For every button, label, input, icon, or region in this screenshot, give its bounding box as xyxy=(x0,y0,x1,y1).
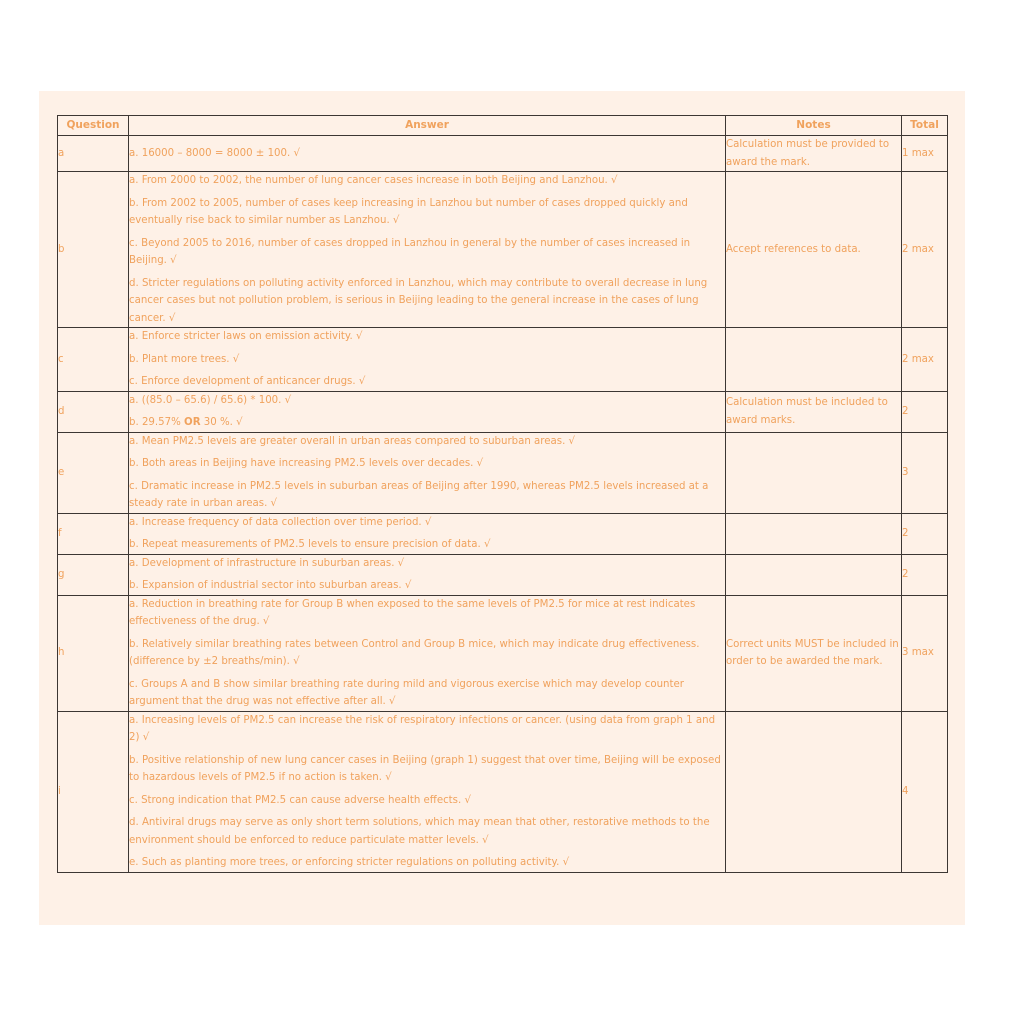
answer-point: a. From 2000 to 2002, the number of lung cancer cases increase in both Beijing and Lanzhou. √ xyxy=(129,175,618,186)
notes-header: Notes xyxy=(726,116,902,136)
answer-point: c. Strong indication that PM2.5 can cause adverse health effects. √ xyxy=(129,794,471,806)
answer-point: a. Increasing levels of PM2.5 can increase the risk of respiratory infections or cancer. (using data from graph 1 and 2) √ xyxy=(129,714,716,743)
total-cell: 2 xyxy=(902,513,948,554)
question-header: Question xyxy=(58,116,129,136)
table-row xyxy=(58,513,948,554)
mark-scheme-table xyxy=(57,115,948,873)
total-cell: 3 max xyxy=(902,595,948,711)
answer-point: a. Development of infrastructure in suburban areas. √ xyxy=(129,557,405,569)
question-cell: g xyxy=(58,554,129,595)
question-cell: e xyxy=(58,432,129,513)
total-cell: 3 xyxy=(902,432,948,513)
answer-point: c. Enforce development of anticancer drugs. √ xyxy=(129,376,366,387)
question-cell: a xyxy=(58,136,129,172)
answer-point: b. Both areas in Beijing have increasing PM2.5 levels over decades. √ xyxy=(129,458,484,469)
answer-point: d. Stricter regulations on polluting activity enforced in Lanzhou, which may contribute to overall decrease in lung cancer cases but not pollution problem, is serious in Beijing leading to the general increase in the cases of lung cancer. √ xyxy=(129,277,708,324)
notes-cell xyxy=(726,554,902,595)
answer-point: b. Plant more trees. √ xyxy=(129,353,240,365)
answer-point: c. Beyond 2005 to 2016, number of cases dropped in Lanzhou in general by the number of cases increased in Beijing. √ xyxy=(129,237,691,266)
table-row xyxy=(58,172,948,328)
answer-point: d. Antiviral drugs may serve as only short term solutions, which may mean that other, restorative methods to the environment should be enforced to reduce particulate matter levels. √ xyxy=(129,817,710,846)
answer-point: b. 29.57% OR 30 %. √ xyxy=(129,417,243,428)
total-cell: 4 xyxy=(902,711,948,872)
answer-point: b. Repeat measurements of PM2.5 levels to ensure precision of data. √ xyxy=(129,539,491,550)
answer-point: a. Enforce stricter laws on emission activity. √ xyxy=(129,331,363,342)
answer-cell xyxy=(129,595,726,711)
question-cell: b xyxy=(58,172,129,328)
table-row xyxy=(58,595,948,711)
answer-point: b. From 2002 to 2005, number of cases keep increasing in Lanzhou but number of cases dropped quickly and eventually rise back to similar number as Lanzhou. √ xyxy=(129,197,688,226)
notes-cell: Correct units MUST be included in order to be awarded the mark. xyxy=(726,595,902,711)
table-row xyxy=(58,711,948,872)
total-header: Total xyxy=(902,116,948,136)
answer-point: b. Expansion of industrial sector into suburban areas. √ xyxy=(129,580,412,591)
total-cell: 2 xyxy=(902,554,948,595)
notes-cell: Accept references to data. xyxy=(726,172,902,328)
answer-point: a. 16000 – 8000 = 8000 ± 100. √ xyxy=(129,147,300,159)
table-row xyxy=(58,432,948,513)
mark-scheme-rows xyxy=(58,136,948,873)
question-cell: h xyxy=(58,595,129,711)
question-cell: i xyxy=(58,711,129,872)
table-row xyxy=(58,328,948,392)
answer-point: b. Positive relationship of new lung cancer cases in Beijing (graph 1) suggest that over time, Beijing will be exposed to hazardous levels of PM2.5 if no action is taken. √ xyxy=(129,754,721,783)
answer-cell xyxy=(129,172,726,328)
question-cell: f xyxy=(58,513,129,554)
notes-cell xyxy=(726,711,902,872)
answer-point: a. Increase frequency of data collection over time period. √ xyxy=(129,516,432,528)
answer-cell xyxy=(129,554,726,595)
table-row xyxy=(58,391,948,432)
answer-header: Answer xyxy=(129,116,726,136)
answer-point: b. Relatively similar breathing rates between Control and Group B mice, which may indicate drug effectiveness. (difference by ±2 breaths/min). √ xyxy=(129,638,700,667)
total-cell: 1 max xyxy=(902,136,948,172)
table-row xyxy=(58,136,948,172)
total-cell: 2 max xyxy=(902,328,948,392)
question-cell: c xyxy=(58,328,129,392)
answer-cell xyxy=(129,432,726,513)
answer-cell xyxy=(129,711,726,872)
notes-cell xyxy=(726,432,902,513)
notes-cell xyxy=(726,328,902,392)
answer-cell xyxy=(129,513,726,554)
answer-point: c. Dramatic increase in PM2.5 levels in suburban areas of Beijing after 1990, whereas PM2.5 levels increased at a steady rate in urban areas. √ xyxy=(129,480,709,509)
answer-cell xyxy=(129,328,726,392)
answer-cell xyxy=(129,136,726,172)
answer-point: a. Mean PM2.5 levels are greater overall in urban areas compared to suburban areas. √ xyxy=(129,435,576,447)
header-row xyxy=(58,116,948,136)
answer-point: c. Groups A and B show similar breathing rate during mild and vigorous exercise which may develop counter argument that the drug was not effective after all. √ xyxy=(129,678,684,707)
answer-point: a. Reduction in breathing rate for Group B when exposed to the same levels of PM2.5 for mice at rest indicates effectiveness of the drug. √ xyxy=(129,598,696,627)
table-row xyxy=(58,554,948,595)
answer-point: e. Such as planting more trees, or enforcing stricter regulations on polluting activity. √ xyxy=(129,857,570,868)
total-cell: 2 xyxy=(902,391,948,432)
total-cell: 2 max xyxy=(902,172,948,328)
answer-cell xyxy=(129,391,726,432)
notes-cell xyxy=(726,513,902,554)
answer-point: a. ((85.0 – 65.6) / 65.6) * 100. √ xyxy=(129,394,292,406)
question-cell: d xyxy=(58,391,129,432)
notes-cell: Calculation must be included to award marks. xyxy=(726,391,902,432)
notes-cell: Calculation must be provided to award the mark. xyxy=(726,136,902,172)
